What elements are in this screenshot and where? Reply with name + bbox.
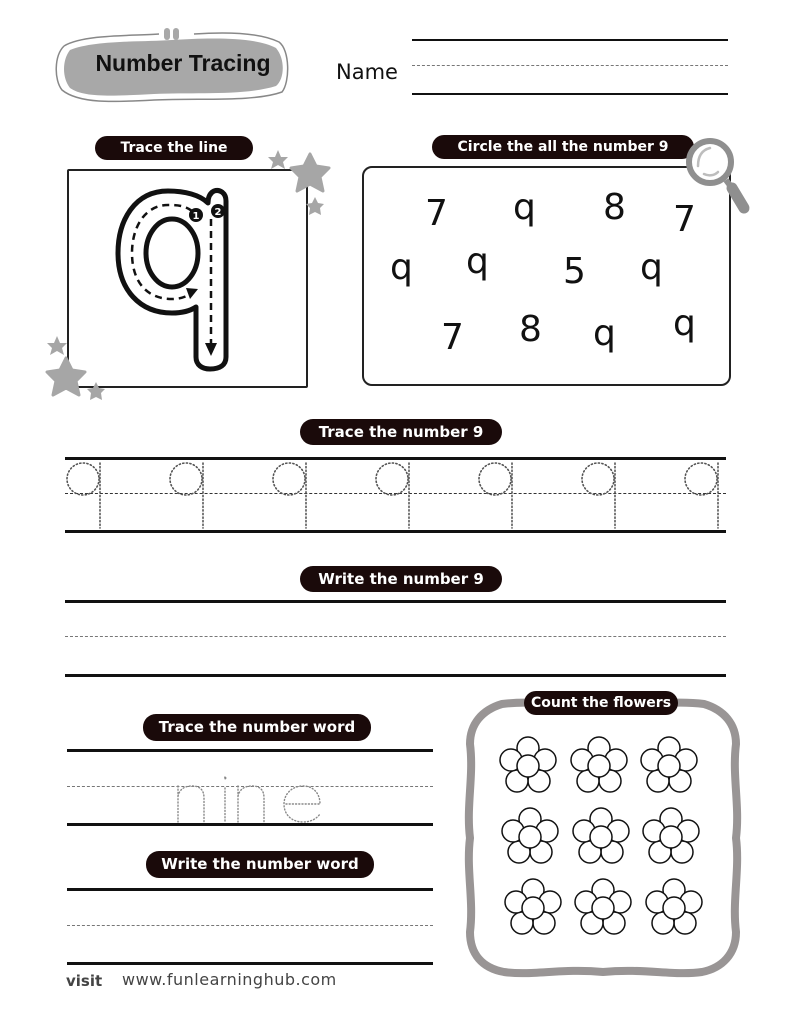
digit-item[interactable]: 7 (441, 317, 464, 358)
page-title: Number Tracing (95, 50, 271, 76)
footer-visit-label: visit (66, 972, 103, 990)
digit-item[interactable]: 7 (425, 193, 448, 234)
stars-decoration-icon (268, 148, 332, 220)
footer-url-link[interactable]: www.funlearninghub.com (122, 970, 337, 989)
write-number-line-mid (65, 636, 726, 637)
digit-item[interactable]: q (673, 303, 696, 344)
flowers-grid (496, 736, 708, 946)
digit-item[interactable]: 8 (603, 187, 626, 228)
digit-item[interactable]: q (593, 313, 616, 354)
magnifier-icon (684, 136, 756, 220)
write-number-line-top (65, 600, 726, 603)
name-label: Name (336, 60, 398, 84)
stars-decoration-bottom-icon (42, 334, 112, 406)
name-line-mid (412, 65, 728, 66)
flower-icon[interactable] (573, 808, 629, 863)
flower-icon[interactable] (502, 808, 558, 863)
digit-item[interactable]: q (513, 187, 536, 228)
section-label-count-flowers: Count the flowers (524, 691, 678, 715)
section-label-write-word: Write the number word (146, 851, 374, 878)
trace-nine-glyph-icon[interactable] (110, 185, 250, 375)
name-line-top (412, 39, 728, 41)
dotted-word-nine-icon[interactable] (170, 770, 330, 826)
title-badge (58, 32, 290, 102)
flower-icon[interactable] (646, 879, 702, 934)
digit-item[interactable]: 7 (673, 199, 696, 240)
svg-text:2: 2 (214, 207, 222, 218)
trace-word-line-top (67, 749, 433, 752)
digit-item[interactable]: q (640, 247, 663, 288)
write-number-line-bottom[interactable] (65, 674, 726, 677)
dotted-nine-row-icon[interactable] (65, 457, 730, 532)
section-label-trace-line: Trace the line (95, 136, 253, 160)
section-label-circle-nines: Circle the all the number 9 (432, 135, 694, 159)
digit-item[interactable]: q (390, 247, 413, 288)
digit-item[interactable]: q (466, 241, 489, 282)
flower-icon[interactable] (641, 737, 697, 792)
section-label-trace-number: Trace the number 9 (300, 419, 502, 445)
flower-icon[interactable] (575, 879, 631, 934)
name-line-bottom[interactable] (412, 93, 728, 95)
write-word-line-mid (67, 925, 433, 926)
flower-icon[interactable] (643, 808, 699, 863)
flower-icon[interactable] (500, 737, 556, 792)
digit-item[interactable]: 8 (519, 309, 542, 350)
section-label-trace-word: Trace the number word (143, 714, 371, 741)
flower-icon[interactable] (571, 737, 627, 792)
svg-text:1: 1 (192, 211, 200, 222)
digit-item[interactable]: 5 (563, 251, 586, 292)
write-word-line-top (67, 888, 433, 891)
write-word-line-bottom[interactable] (67, 962, 433, 965)
flower-icon[interactable] (505, 879, 561, 934)
section-label-write-number: Write the number 9 (300, 566, 502, 592)
